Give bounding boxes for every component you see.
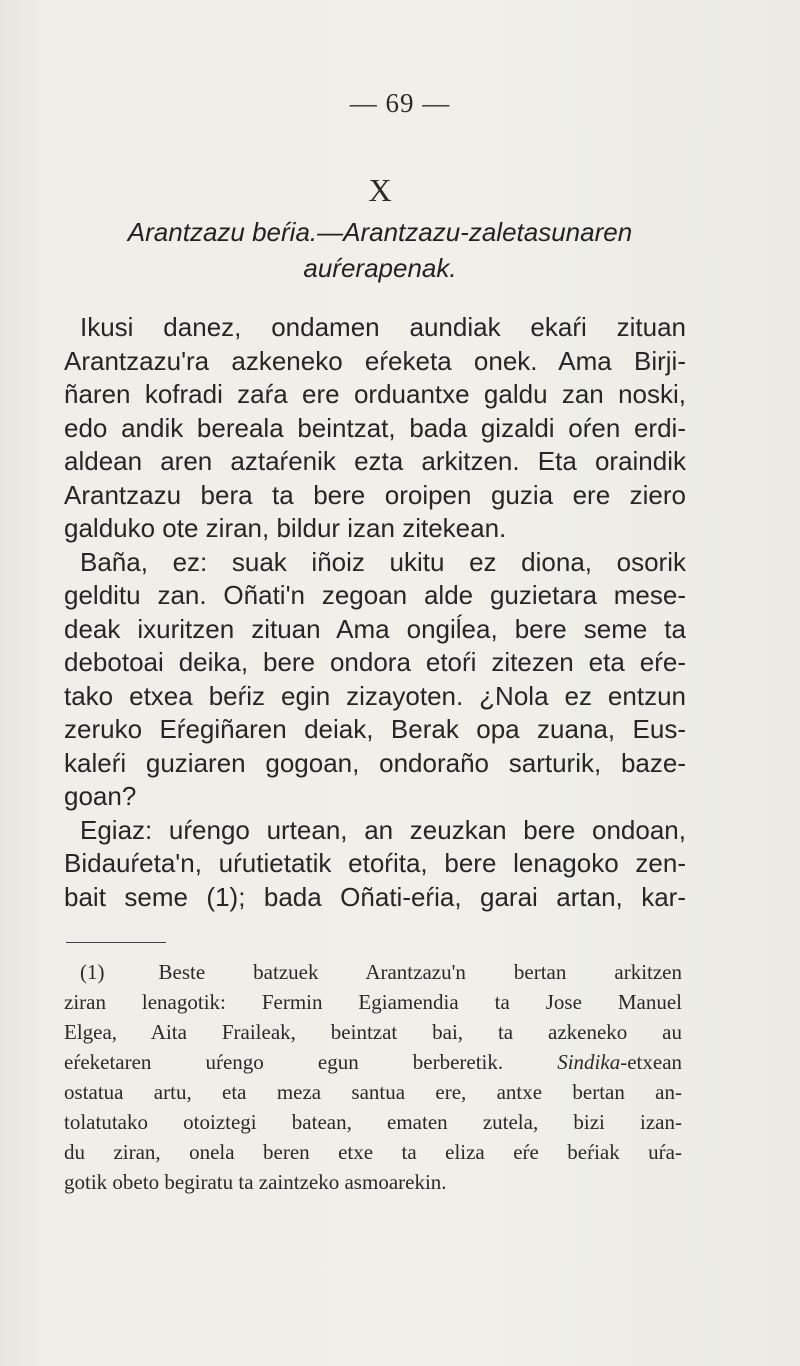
footnote-text: -etxean xyxy=(620,1050,683,1074)
text-line: galduko ote ziran, bildur izan zitekean. xyxy=(64,513,507,543)
chapter-title-line: auŕerapenak. xyxy=(303,253,457,283)
text-line: Arantzazu'ra azkeneko eŕeketa onek. Ama Birji- xyxy=(64,345,686,376)
footnote-line xyxy=(64,1047,682,1077)
body-text xyxy=(64,311,686,914)
text-line: Baña, ez: suak iñoiz ukitu ez diona, osorik xyxy=(80,546,686,577)
footnote xyxy=(64,957,682,1197)
footnote-italic-word: Sindika xyxy=(557,1050,621,1074)
text-line: tako etxea beŕiz egin zizayoten. ¿Nola ez entzun xyxy=(64,680,686,711)
chapter-title xyxy=(80,214,680,286)
text-line: ñaren kofradi zaŕa ere orduantxe galdu zan noski, xyxy=(64,379,686,409)
text-line: deak ixuritzen zituan Ama ongiĺea, bere seme ta xyxy=(64,613,686,644)
footnote-line xyxy=(64,957,682,987)
text-line: bait seme (1); bada Oñati-eŕia, garai artan, kar- xyxy=(64,881,686,912)
text-line: Ikusi danez, ondamen aundiak ekaŕi zituan xyxy=(80,312,686,342)
text-line: edo andik bereala beintzat, bada gizaldi oŕen erdi- xyxy=(64,412,686,443)
footnote-line: du ziran, onela beren etxe ta eliza eŕe beŕiak uŕa- xyxy=(64,1140,682,1164)
text-line: Bidauŕeta'n, uŕutietatik etoŕita, bere lenagoko zen- xyxy=(64,848,686,878)
paragraph xyxy=(64,311,686,546)
footnote-text: eŕeketaren uŕengo egun berberetik. xyxy=(64,1050,504,1074)
footnote-line: tolatutako otoiztegi batean, ematen zutela, bizi izan- xyxy=(64,1110,682,1134)
text-line: debotoai deika, bere ondora etoŕi zitezen eta eŕe- xyxy=(64,647,686,677)
footnote-divider xyxy=(66,942,166,943)
paragraph xyxy=(64,814,686,915)
footnote-line: ostatua artu, eta meza santua ere, antxe bertan an- xyxy=(64,1080,682,1104)
chapter-number: X xyxy=(368,172,392,208)
text-line: zeruko Eŕegiñaren deiak, Berak opa zuana, Eus- xyxy=(64,714,686,744)
chapter-title-line: Arantzazu beŕia.—Arantzazu-zaletasunaren xyxy=(127,217,633,247)
footnote-marker: (1) xyxy=(80,960,105,984)
text-line: gelditu zan. Oñati'n zegoan alde guzietara mese- xyxy=(64,580,686,610)
text-line: kaleŕi guziaren gogoan, ondoraño sarturik, baze- xyxy=(64,747,686,778)
footnote-text: Beste batzuek Arantzazu'n bertan arkitzen xyxy=(158,960,683,984)
page-number: — 69 — xyxy=(349,88,451,118)
footnote-line: Elgea, Aita Fraileak, beintzat bai, ta azkeneko au xyxy=(64,1020,682,1044)
text-line: aldean aren aztaŕenik ezta arkitzen. Eta oraindik xyxy=(64,446,686,476)
text-line: Egiaz: uŕengo urtean, an zeuzkan bere ondoan, xyxy=(80,814,686,845)
footnote-line: ziran lenagotik: Fermin Egiamendia ta Jose Manuel xyxy=(64,990,682,1014)
text-line: goan? xyxy=(64,781,137,811)
paragraph xyxy=(64,546,686,814)
footnote-line: gotik obeto begiratu ta zaintzeko asmoarekin. xyxy=(64,1170,447,1194)
text-line: Arantzazu bera ta bere oroipen guzia ere ziero xyxy=(64,479,686,510)
